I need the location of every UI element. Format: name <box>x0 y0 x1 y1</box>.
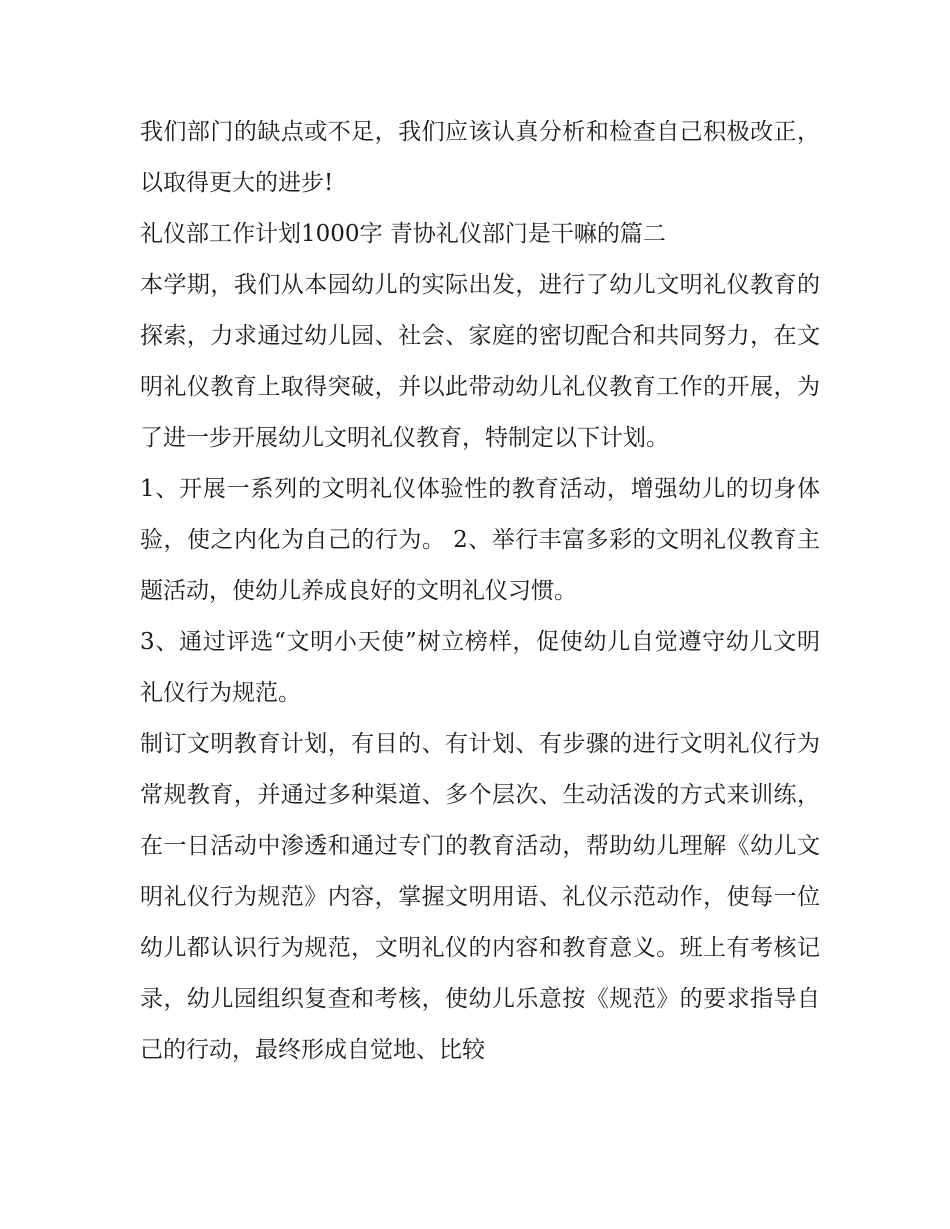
paragraph-4: 3、通过评选“文明小天使”树立榜样，促使幼儿自觉遵守幼儿文明礼仪行为规范。 <box>140 629 820 706</box>
section-heading: 礼仪部工作计划1000字 青协礼仪部门是干嘛的篇二 <box>140 221 666 247</box>
paragraph-2: 本学期，我们从本园幼儿的实际出发，进行了幼儿文明礼仪教育的探索，力求通过幼儿园、社会、家庭的密切配合和共同努力，在文明礼仪教育上取得突破，并以此带动幼儿礼仪教育工作的开展，为了进一步开展幼儿文明礼仪教育，特制定以下计划。 <box>140 272 820 451</box>
paragraph-5: 制订文明教育计划，有目的、有计划、有步骤的进行文明礼仪行为常规教育，并通过多种渠道、多个层次、生动活泼的方式来训练，在一日活动中渗透和通过专门的教育活动，帮助幼儿理解《幼儿文明礼仪行为规范》内容，掌握文明用语、礼仪示范动作，使每一位幼儿都认识行为规范，文明礼仪的内容和教育意义。班上有考核记录，幼儿园组织复查和考核，使幼儿乐意按《规范》的要求指导自己的行动，最终形成自觉地、比较 <box>140 731 820 1063</box>
document-body <box>140 107 820 1076</box>
paragraph-3: 1、开展一系列的文明礼仪体验性的教育活动，增强幼儿的切身体验，使之内化为自己的行为。 2、举行丰富多彩的文明礼仪教育主题活动，使幼儿养成良好的文明礼仪习惯。 <box>140 476 820 604</box>
paragraph-1: 我们部门的缺点或不足，我们应该认真分析和检查自己积极改正，以取得更大的进步! <box>140 119 820 196</box>
